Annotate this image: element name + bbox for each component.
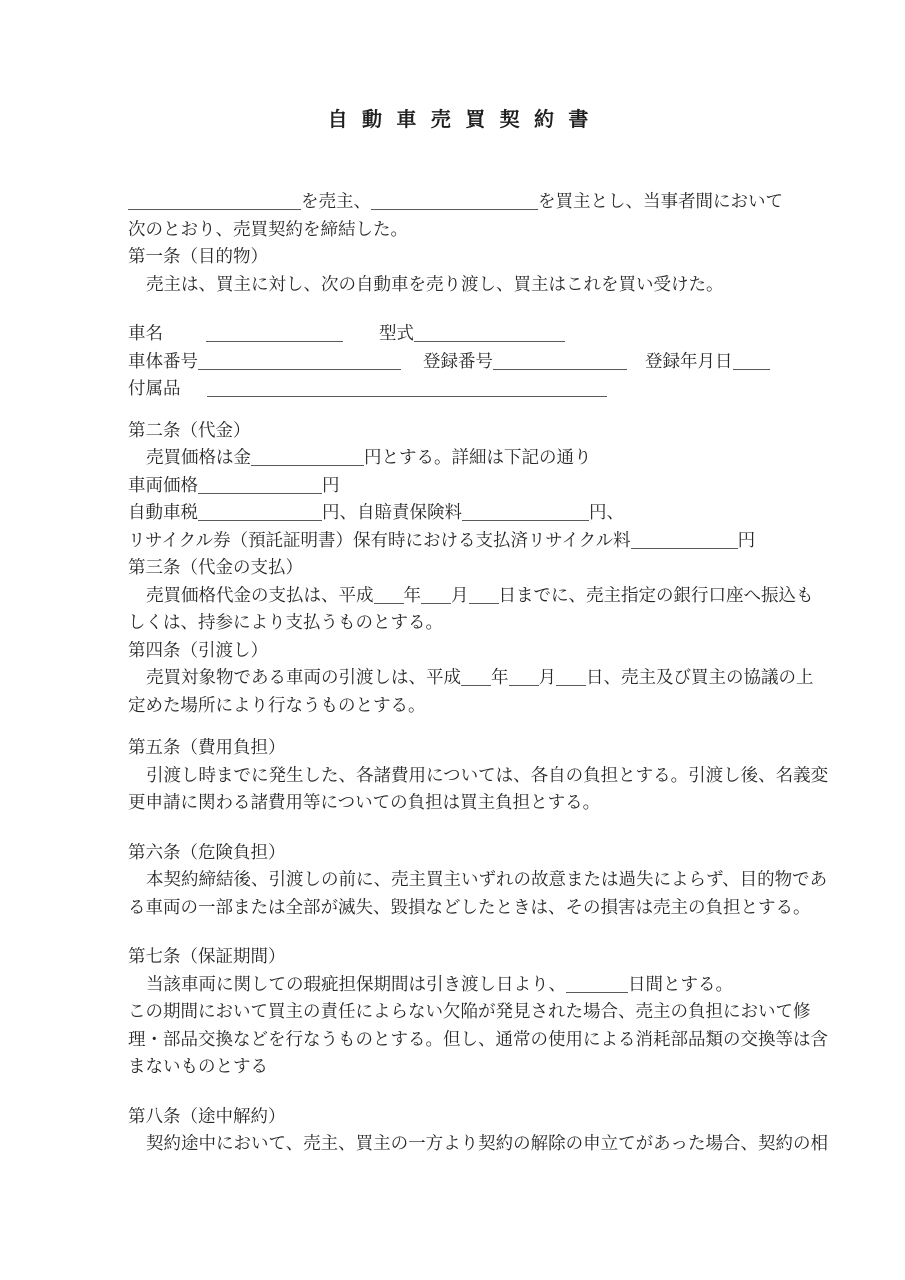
blank-tax — [198, 503, 322, 522]
article-2-heading: 第二条（代金） — [128, 419, 251, 440]
intro-line-2: 次のとおり、売買契約を締結した。 — [128, 218, 408, 239]
document-title: 自動車売買契約書 — [327, 109, 603, 131]
vehicle-row-3 — [128, 375, 905, 403]
article-7 — [128, 943, 905, 1081]
blank-insurance — [462, 503, 589, 522]
payment-post-text: 日までに、売主指定の銀行口座へ振込も — [498, 584, 814, 605]
registration-date-label: 登録年月日 — [645, 350, 733, 371]
model-label: 型式 — [379, 323, 414, 343]
vehicle-row-1 — [128, 320, 905, 348]
car-name-label: 車名 — [128, 323, 163, 343]
blank-registration-date — [733, 351, 770, 370]
article-7-line-4: まないものとする — [128, 1056, 268, 1076]
article-8 — [128, 1103, 905, 1158]
article-5-line-1: 引渡し時までに発生した、各諸費用については、各自の負担とする。引渡し後、名義変 — [146, 764, 829, 785]
article-4 — [128, 637, 905, 720]
article-7-line-2: この期間において買主の責任によらない欠陥が発見された場合、売主の負担において修 — [128, 1001, 811, 1021]
article-3-line-2: しくは、持参により支払うものとする。 — [128, 612, 443, 632]
article-2-recycle-line — [128, 527, 905, 555]
blank-vehicle-price — [198, 475, 322, 494]
blank-seller-name — [128, 192, 301, 211]
warranty-post-text: 日間とする。 — [628, 973, 733, 994]
article-3-line-1 — [128, 582, 905, 610]
yen-comma-label: 円、 — [589, 502, 624, 522]
blank-accessories — [207, 379, 607, 398]
article-2-price-line — [128, 444, 905, 472]
vehicle-details-section — [128, 320, 905, 403]
payment-pre-text: 売買価格代金の支払は、平成 — [146, 584, 374, 605]
article-1-body: 売主は、買主に対し、次の自動車を売り渡し、買主はこれを買い受けた。 — [146, 273, 724, 294]
year-label-2: 年 — [491, 667, 509, 687]
blank-delivery-year — [461, 668, 491, 687]
vehicle-price-label: 車両価格 — [128, 474, 198, 495]
article-6-heading: 第六条（危険負担） — [128, 841, 286, 862]
article-3-heading: 第三条（代金の支払） — [128, 557, 303, 577]
tax-label: 自動車税 — [128, 502, 198, 522]
blank-car-name — [206, 324, 343, 343]
article-2-vehicle-price-line — [128, 472, 905, 500]
price-post-text: 円とする。詳細は下記の通り — [364, 447, 592, 467]
article-2 — [128, 417, 905, 555]
article-7-line-3: 理・部品交換などを行なうものとする。但し、通常の使用による消耗部品類の交換等は含 — [128, 1028, 828, 1049]
yen-label: 円 — [322, 474, 340, 495]
delivery-pre-text: 売買対象物である車両の引渡しは、平成 — [146, 667, 461, 687]
accessories-label: 付属品 — [128, 378, 181, 398]
article-8-line-1: 契約途中において、売主、買主の一方より契約の解除の申立てがあった場合、契約の相 — [146, 1133, 828, 1153]
article-7-line-1 — [128, 971, 905, 999]
price-pre-text: 売買価格は金 — [146, 447, 251, 467]
blank-payment-month — [421, 585, 451, 604]
article-3 — [128, 554, 905, 637]
vehicle-row-2 — [128, 348, 905, 376]
intro-text-seller: を売主、 — [301, 191, 371, 211]
article-1 — [128, 243, 905, 298]
delivery-post-text: 日、売主及び買主の協議の上 — [586, 667, 814, 687]
blank-model — [414, 324, 565, 343]
year-label: 年 — [403, 584, 421, 605]
article-8-heading: 第八条（途中解約） — [128, 1105, 286, 1126]
recycle-pre-text: リサイクル券（預託証明書）保有時における支払済リサイクル料 — [128, 529, 631, 550]
blank-recycle-fee — [631, 530, 738, 549]
article-4-heading: 第四条（引渡し） — [128, 639, 268, 660]
article-5-heading: 第五条（費用負担） — [128, 737, 286, 757]
article-5 — [128, 734, 905, 817]
blank-buyer-name — [371, 192, 538, 211]
article-6 — [128, 839, 905, 922]
intro-text-buyer: を買主とし、当事者間において — [538, 191, 783, 211]
body-number-label: 車体番号 — [128, 350, 198, 371]
blank-delivery-month — [509, 668, 539, 687]
blank-warranty-days — [566, 974, 628, 993]
article-2-tax-line — [128, 499, 905, 527]
blank-delivery-day — [556, 668, 586, 687]
blank-registration-number — [493, 351, 627, 370]
article-6-line-2: る車両の一部または全部が滅失、毀損などしたときは、その損害は売主の負担とする。 — [128, 896, 811, 917]
article-5-line-2: 更申請に関わる諸費用等についての負担は買主負担とする。 — [128, 792, 601, 812]
month-label: 月 — [451, 584, 469, 605]
yen-label-2: 円 — [737, 529, 756, 550]
warranty-pre-text: 当該車両に関しての瑕疵担保期間は引き渡し日より、 — [146, 973, 566, 994]
tax-mid-text: 円、自賠責保険料 — [322, 502, 462, 522]
blank-payment-year — [374, 585, 404, 604]
blank-total-price — [251, 448, 364, 467]
blank-payment-day — [469, 585, 499, 604]
blank-body-number — [198, 351, 401, 370]
registration-number-label: 登録番号 — [423, 350, 493, 371]
article-6-line-1: 本契約締結後、引渡しの前に、売主買主いずれの故意または過失によらず、目的物であ — [146, 869, 828, 889]
article-4-line-1 — [128, 664, 905, 692]
intro-section — [128, 188, 905, 243]
intro-line-1 — [128, 188, 905, 216]
article-4-line-2: 定めた場所により行なうものとする。 — [128, 694, 426, 715]
article-1-heading: 第一条（目的物） — [128, 246, 268, 266]
month-label-2: 月 — [538, 667, 556, 687]
article-7-heading: 第七条（保証期間） — [128, 946, 286, 966]
